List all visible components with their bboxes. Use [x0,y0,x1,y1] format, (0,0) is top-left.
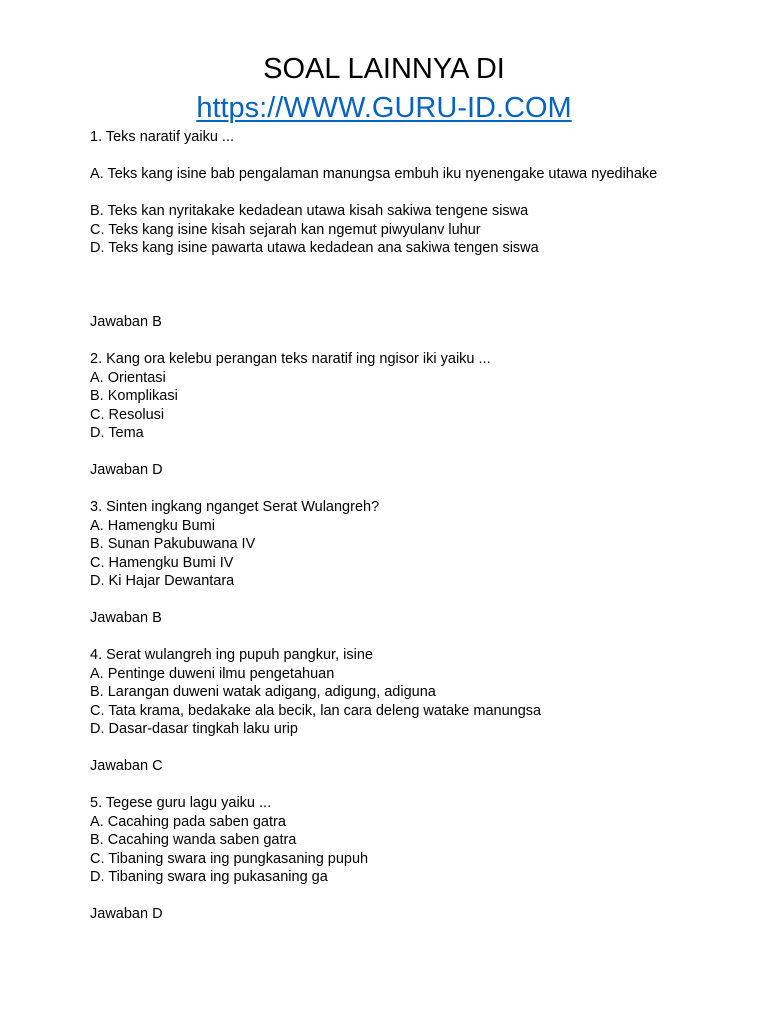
option-b: B. Larangan duweni watak adigang, adigung, adiguna [90,684,436,700]
option-d: D. Tibaning swara ing pukasaning ga [90,869,328,885]
option-c: C. Tata krama, bedakake ala becik, lan cara deleng watake manungsa [90,702,542,719]
question-list [90,128,750,924]
answer-text: Jawaban C [90,758,163,774]
option-a: A. Teks kang isine bab pengalaman manungsa embuh iku nyenengake utawa nyedihake [90,166,658,182]
option-c: C. Hamengku Bumi IV [90,554,234,571]
document-header [0,50,768,128]
option-a: A. Cacahing pada saben gatra [90,813,286,830]
guru-id-link[interactable]: https://WWW.GURU-ID.COM [196,92,572,124]
option-c: C. Resolusi [90,406,165,423]
option-b: B. Komplikasi [90,388,178,404]
option-b: B. Sunan Pakubuwana IV [90,536,256,552]
question-text: 2. Kang ora kelebu perangan teks naratif ing ngisor iki yaiku ... [90,351,491,367]
answer-text: Jawaban D [90,462,163,478]
answer-text: Jawaban B [90,314,162,330]
option-d: D. Teks kang isine pawarta utawa kedadean ana sakiwa tengen siswa [90,240,539,256]
question-text: 1. Teks naratif yaiku ... [90,129,234,145]
question-2 [90,350,750,480]
answer-text: Jawaban B [90,610,162,626]
option-d: D. Dasar-dasar tingkah laku urip [90,721,298,737]
option-c: C. Tibaning swara ing pungkasaning pupuh [90,850,369,867]
option-d: D. Tema [90,425,144,441]
question-text: 3. Sinten ingkang nganget Serat Wulangreh? [90,499,380,515]
option-a: A. Hamengku Bumi [90,517,215,534]
question-4 [90,646,750,776]
answer-text: Jawaban D [90,906,163,922]
option-d: D. Ki Hajar Dewantara [90,573,235,589]
question-3 [90,498,750,628]
option-b: B. Cacahing wanda saben gatra [90,832,297,848]
question-5 [90,794,750,924]
question-text: 5. Tegese guru lagu yaiku ... [90,795,272,811]
option-c: C. Teks kang isine kisah sejarah kan ngemut piwyulanv luhur [90,221,481,238]
option-a: A. Pentinge duweni ilmu pengetahuan [90,665,335,682]
question-text: 4. Serat wulangreh ing pupuh pangkur, isine [90,647,373,663]
header-title: SOAL LAINNYA DI [263,53,505,85]
question-1 [90,128,750,332]
option-a: A. Orientasi [90,369,166,386]
option-b: B. Teks kan nyritakake kedadean utawa kisah sakiwa tengene siswa [90,203,529,219]
